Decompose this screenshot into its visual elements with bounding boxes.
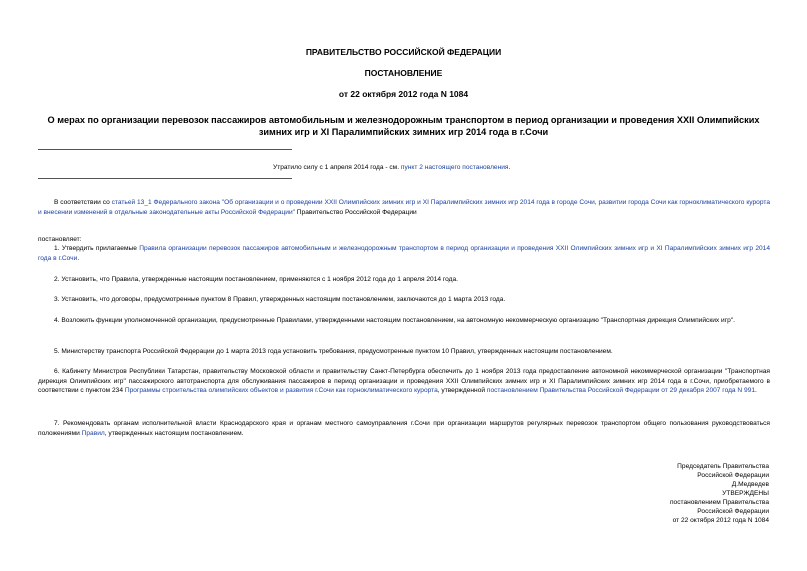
status-note-link[interactable]: пункт 2 настоящего постановления	[400, 164, 509, 171]
item-1	[38, 244, 770, 263]
item-1-end: .	[77, 254, 80, 262]
item-6	[38, 367, 770, 396]
approved-line-2: постановлением Правительства	[669, 499, 769, 506]
olympic-program-link[interactable]: Программы строительства олимпийских объектов и развития г.Сочи как горноклиматического курорта	[124, 387, 438, 395]
federal-law-link[interactable]: статьей 13_1 Федерального закона "Об организации и о проведении XXII Олимпийских зимних игр и XI Паралимпийских зимних игр 2014 года в городе Сочи, развитии города Сочи как горноклиматического курорта и внесении изменений в отдельные законодательные акты Российской Федерации"	[38, 199, 770, 216]
preamble-paragraph	[38, 198, 770, 217]
signature-line-3: Д.Медведев	[731, 481, 769, 488]
document-type-heading: ПОСТАНОВЛЕНИЕ	[364, 68, 443, 78]
item-6-text: 6. Кабинету Министров Республики Татарстан, правительству Московской области и правительству Санкт-Петербурга обеспечить до 1 ноября 2013 года предоставление автономной некоммерческой организации "Транспортная дирекция Олимпийских игр" пассажирского автотранспорта для обслуживания пассажиров в период организации и проведения XXII Олимпийских зимних игр и XI Паралимпийских зимних игр 2014 года в г.Сочи, приобретаемого в соответствии с пунктом 234	[38, 368, 770, 395]
preamble-text-end: Правительство Российской Федерации	[294, 208, 417, 216]
signature-block	[670, 462, 769, 525]
item-5: 5. Министерству транспорта Российской Федерации до 1 марта 2013 года установить требования, предусмотренные пунктом 10 Правил, утвержденных настоящим постановлением.	[54, 348, 613, 355]
item-3: 3. Установить, что договоры, предусмотренные пунктом 8 Правил, утвержденных настоящим постановлением, заключаются до 1 марта 2013 года.	[54, 296, 506, 303]
divider-top	[38, 149, 292, 150]
item-7-end: , утвержденных настоящим постановлением.	[104, 429, 244, 437]
preamble-text-start: В соответствии со	[54, 199, 112, 206]
approved-line-4: от 22 октября 2012 года N 1084	[672, 517, 769, 524]
date-number-heading: от 22 октября 2012 года N 1084	[338, 89, 469, 99]
item-7-text: 7. Рекомендовать органам исполнительной власти Краснодарского края и органам местного самоуправления г.Сочи при организации маршрутов регулярных перевозок транспортом общего пользования руководствоваться положениями	[38, 420, 770, 437]
decree-word: постановляет:	[38, 236, 82, 243]
item-6-text-mid: , утвержденной	[437, 387, 487, 395]
signature-line-1: Председатель Правительства	[677, 463, 769, 470]
status-note-end: .	[508, 164, 511, 171]
approved-line-3: Российской Федерации	[697, 508, 769, 515]
document-title: О мерах по организации перевозок пассажиров автомобильным и железнодорожным транспортом в период организации и проведения XXII Олимпийских зимних игр и XI Паралимпийских зимних игр 2014 года в г.Сочи	[47, 115, 760, 137]
item-6-end: .	[755, 387, 757, 395]
rules-link[interactable]: Правила организации перевозок пассажиров автомобильным и железнодорожным транспортом в период организации и проведения XXII Олимпийских зимних игр и XI Паралимпийских зимних игр 2014 года в г.Сочи	[38, 245, 770, 262]
rules-short-link[interactable]: Правил	[81, 429, 105, 437]
item-7	[38, 419, 770, 438]
government-decree-991-link[interactable]: постановлением Правительства Российской Федерации от 29 декабря 2007 года N 991	[486, 387, 756, 395]
item-2: 2. Установить, что Правила, утвержденные настоящим постановлением, применяются с 1 ноября 2012 года до 1 апреля 2014 года.	[54, 276, 458, 283]
divider-bottom	[38, 178, 292, 179]
item-4: 4. Возложить функции уполномоченной организации, предусмотренные Правилами, утвержденными настоящим постановлением, на автономную некоммерческую организацию "Транспортная дирекция Олимпийских игр".	[54, 317, 735, 324]
status-note-text: Утратило силу с 1 апреля 2014 года - см.	[273, 164, 401, 171]
signature-line-2: Российской Федерации	[697, 472, 769, 479]
government-heading: ПРАВИТЕЛЬСТВО РОССИЙСКОЙ ФЕДЕРАЦИИ	[305, 47, 502, 57]
approved-line-1: УТВЕРЖДЕНЫ	[722, 490, 769, 497]
item-1-text: 1. Утвердить прилагаемые	[54, 245, 140, 252]
status-note	[273, 164, 510, 171]
